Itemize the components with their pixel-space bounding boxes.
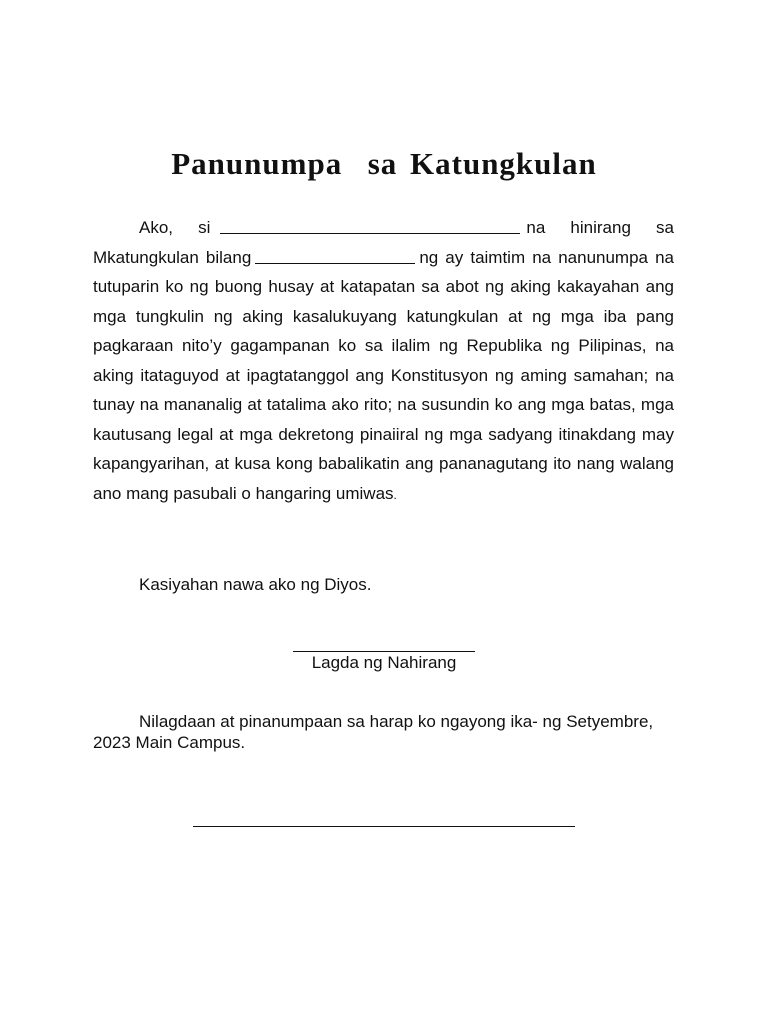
officiant-signature-line[interactable] [193,826,575,827]
prayer-line: Kasiyahan nawa ako ng Diyos. [139,575,372,594]
name-blank-field[interactable] [220,216,520,234]
oath-text-intro: Ako, si [139,218,211,237]
document-title: Panunumpa sa Katungkulan [171,146,597,181]
oath-text-body: ng ay taimtim na nanunumpa na tutuparin ko ng buong husay at katapatan sa abot ng aking kakayahan ang mga tungkulin ng aking kasalukuyang katungkulan at ng mga iba pang pagkaraan nito’y gagampanan ko sa ilalim ng Republika ng Pilipinas, na aking itataguyod at ipagtatanggol ang Konstitusyon ng aming samahan; na tunay na mananalig at tatalima ako rito; na susundin ko ang mga batas, mga kautusang legal at mga dekretong pinaiiral ng mga sadyang itinakdang may kapangyarihan, at kusa kong babalikatin ang pananagutang ito nang walang ano mang pasubali o hangaring umiwas [93,247,674,503]
signature-line[interactable] [293,651,475,652]
signed-statement: Nilagdaan at pinanumpaan sa harap ko ngayong ika- ng Setyembre, 2023 Main Campus. [93,712,654,752]
oath-text-appointment: na hinirang sa Mkatungkulan bilang [93,218,674,267]
oath-end-period: . [393,487,397,502]
oath-paragraph [93,213,674,510]
signature-label: Lagda ng Nahirang [311,653,457,672]
position-blank-field[interactable] [255,246,415,264]
